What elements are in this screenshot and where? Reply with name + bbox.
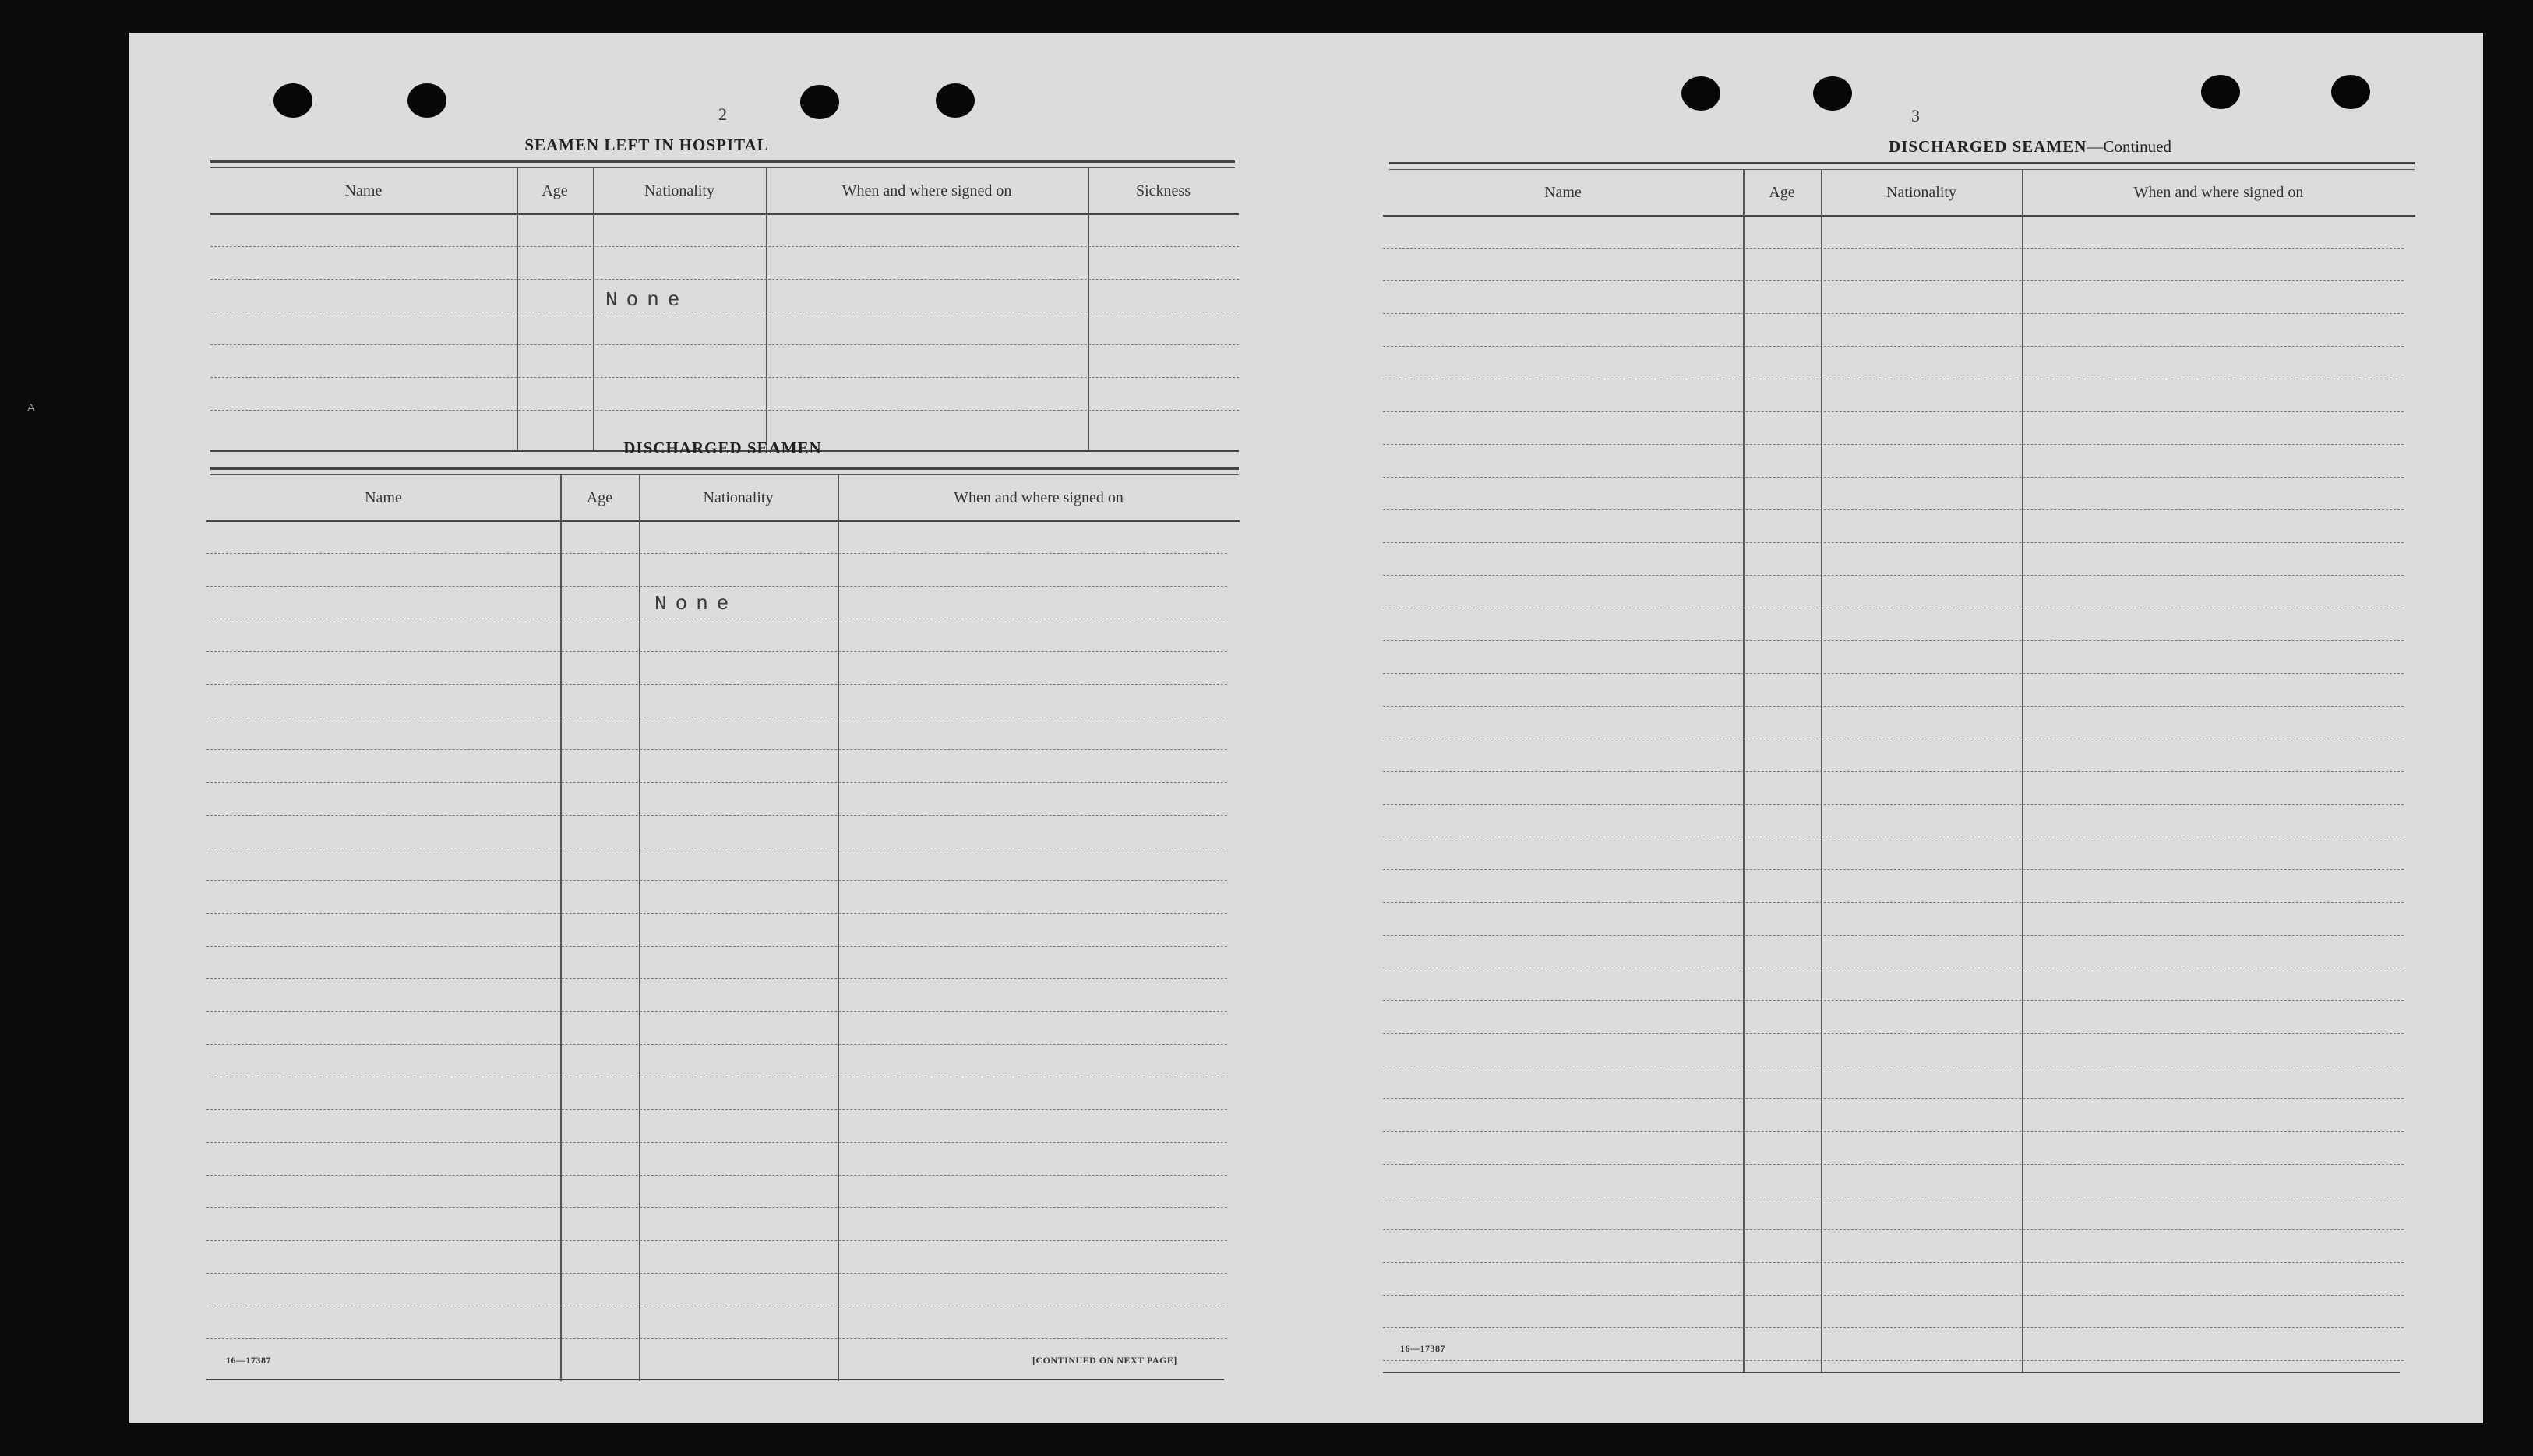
table-row-line xyxy=(1383,444,2404,445)
col-header-nationality: Nationality xyxy=(703,488,774,506)
table-row-line xyxy=(1383,1000,2404,1001)
table-row-line xyxy=(1383,869,2404,870)
table-row-line xyxy=(206,880,1227,881)
col-header-age: Age xyxy=(586,488,613,506)
col-header-signed-on: When and where signed on xyxy=(841,182,1012,199)
punch-hole-8 xyxy=(2331,75,2370,109)
table-row-line xyxy=(1383,1295,2404,1296)
table-row-line xyxy=(1383,935,2404,936)
right-top-rule xyxy=(1389,162,2415,170)
table-row-line xyxy=(1383,771,2404,772)
col-header-sickness: Sickness xyxy=(1136,182,1191,199)
discharged-typed-entry: None xyxy=(654,592,738,615)
table-row-line xyxy=(206,684,1227,685)
table-row-line xyxy=(210,410,1239,411)
table-row-line xyxy=(1383,313,2404,314)
punch-hole-3 xyxy=(800,85,839,119)
discharged-continued-table xyxy=(1383,170,2415,1373)
table-row-line xyxy=(210,377,1239,378)
discharged-top-rule xyxy=(210,467,1239,475)
table-row-line xyxy=(206,978,1227,979)
table-row-line xyxy=(206,1142,1227,1143)
table-row-line xyxy=(1383,1360,2404,1361)
col-header-name: Name xyxy=(1544,183,1582,201)
table-row-line xyxy=(206,749,1227,750)
table-row-line xyxy=(1383,509,2404,510)
table-row-line xyxy=(1383,346,2404,347)
table-row-line xyxy=(206,1338,1227,1339)
table-row-line xyxy=(206,586,1227,587)
col-header-nationality: Nationality xyxy=(644,182,714,199)
table-row-line xyxy=(206,651,1227,652)
right-page-number: 3 xyxy=(1911,106,1920,125)
discharged-bottom-rule xyxy=(206,1379,1224,1380)
punch-hole-2 xyxy=(407,83,446,118)
document-sheet xyxy=(129,33,2483,1423)
discharged-table xyxy=(206,475,1240,1381)
punch-hole-7 xyxy=(2201,75,2240,109)
table-row-line xyxy=(1383,706,2404,707)
col-header-nationality: Nationality xyxy=(1886,183,1956,201)
table-row-line xyxy=(1383,1033,2404,1034)
table-row-line xyxy=(1383,673,2404,674)
discharged-section-title: DISCHARGED SEAMEN xyxy=(623,439,822,457)
right-section-title-suffix: —Continued xyxy=(2087,137,2171,156)
table-row-line xyxy=(1383,575,2404,576)
punch-hole-4 xyxy=(936,83,975,118)
table-row-line xyxy=(206,1109,1227,1110)
table-row-line xyxy=(206,553,1227,554)
table-row-line xyxy=(1383,411,2404,412)
continued-note: [CONTINUED ON NEXT PAGE] xyxy=(1032,1355,1177,1366)
table-row-line xyxy=(1383,542,2404,543)
table-row-line xyxy=(206,946,1227,947)
hospital-top-rule xyxy=(210,160,1235,168)
table-row-line xyxy=(1383,804,2404,805)
table-row-line xyxy=(206,782,1227,783)
col-header-age: Age xyxy=(542,182,568,199)
table-row-line xyxy=(206,1044,1227,1045)
col-header-signed-on: When and where signed on xyxy=(954,488,1124,506)
table-row-line xyxy=(1383,640,2404,641)
hospital-section-title: SEAMEN LEFT IN HOSPITAL xyxy=(524,136,769,154)
table-row-line xyxy=(210,246,1239,247)
table-row-line xyxy=(206,815,1227,816)
col-header-name: Name xyxy=(344,182,383,199)
table-row-line xyxy=(206,913,1227,914)
hospital-table xyxy=(210,168,1239,452)
table-row-line xyxy=(1383,280,2404,281)
table-row-line xyxy=(1383,248,2404,249)
left-page-number: 2 xyxy=(718,104,727,124)
right-section-title xyxy=(1518,137,2533,157)
col-divider xyxy=(560,475,562,1381)
col-divider xyxy=(639,475,640,1381)
table-row-line xyxy=(1383,1131,2404,1132)
col-divider xyxy=(838,475,839,1381)
hospital-typed-entry: None xyxy=(605,288,689,312)
table-row-line xyxy=(1383,477,2404,478)
table-row-line xyxy=(206,1175,1227,1176)
col-header-signed-on: When and where signed on xyxy=(2133,183,2304,201)
left-form-number: 16—17387 xyxy=(226,1355,271,1366)
table-row-line xyxy=(1383,1262,2404,1263)
punch-hole-1 xyxy=(273,83,312,118)
col-header-name: Name xyxy=(365,488,402,506)
table-row-line xyxy=(1383,1164,2404,1165)
table-row-line xyxy=(206,1240,1227,1241)
table-row-line xyxy=(1383,902,2404,903)
punch-hole-6 xyxy=(1813,76,1852,111)
right-bottom-rule xyxy=(1383,1372,2400,1373)
table-row-line xyxy=(210,344,1239,345)
table-row-line xyxy=(206,1207,1227,1208)
table-row-line xyxy=(206,1273,1227,1274)
table-row-line xyxy=(1383,1327,2404,1328)
table-row-line xyxy=(1383,1229,2404,1230)
right-form-number: 16—17387 xyxy=(1400,1343,1445,1354)
table-row-line xyxy=(210,279,1239,280)
right-section-title-main: DISCHARGED SEAMEN xyxy=(1889,137,2087,156)
punch-hole-5 xyxy=(1681,76,1720,111)
edge-mark: A xyxy=(27,401,35,414)
table-row-line xyxy=(206,1011,1227,1012)
table-row-line xyxy=(1383,1098,2404,1099)
col-header-age: Age xyxy=(1769,183,1795,201)
